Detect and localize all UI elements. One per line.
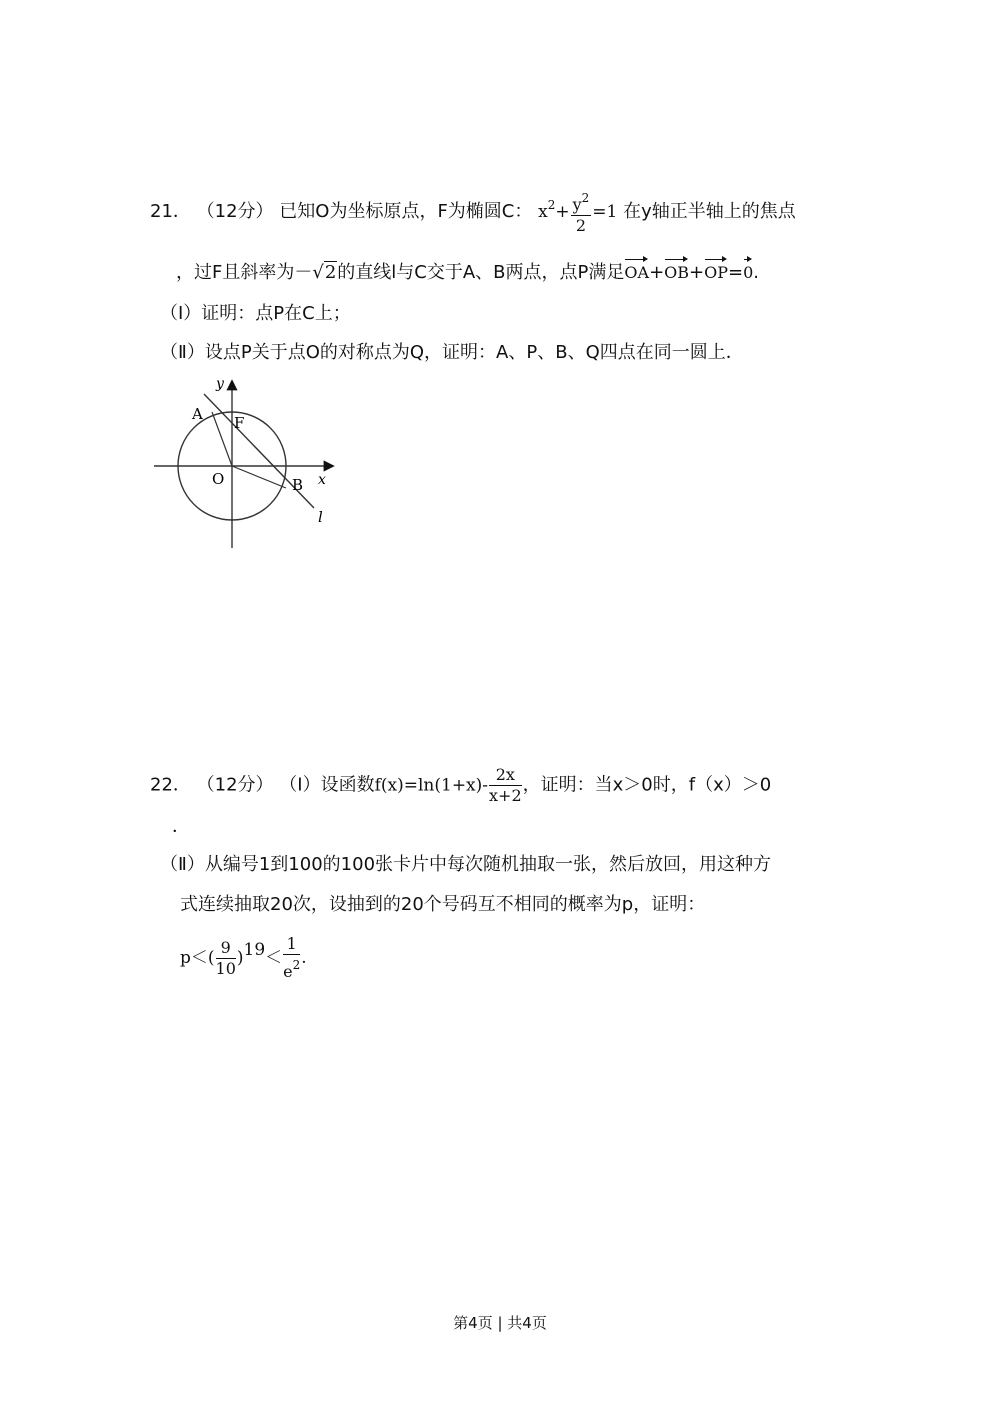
q21-vector-op: OP: [704, 255, 728, 285]
q22-line1: [150, 765, 771, 806]
q22-part2-line1: （Ⅱ）从编号1到100的100张卡片中每次随机抽取一张，然后放回，用这种方: [160, 854, 772, 875]
q21-vector-zero: 0: [743, 255, 753, 285]
q21-figure-label-o: O: [212, 470, 225, 488]
q21-vector-oa: OA: [624, 255, 649, 285]
q21-vector-ob: OB: [664, 255, 689, 285]
q22-function: f(x)=ln(1+x)-: [374, 775, 489, 796]
q21-figure-label-f: F: [234, 414, 245, 432]
q21-text-b: 在y轴正半轴上的焦点: [623, 201, 796, 222]
q21-eq-rhs: =1: [592, 202, 618, 222]
q22-part1-dot: ．: [172, 816, 190, 837]
q21-sqrt: √2: [312, 262, 337, 283]
q22-ineq-fraction-1: $\frac{9}{10}$: [215, 937, 236, 978]
q21-part1: （Ⅰ）证明：点P在C上；: [160, 303, 351, 324]
q21-eq-fraction: $\frac{y^2}{2}$: [571, 188, 592, 236]
q22-score: （12分）: [196, 774, 274, 796]
q22-part2-line2: 式连续抽取20次，设抽到的20个号码互不相同的概率为p，证明：: [180, 894, 706, 915]
q21-figure-label-x: x: [318, 472, 326, 488]
q22-inequality: p＜( $\frac{9}{10}$ )$^{19}$＜ $\frac{1}{e^2}$ .: [180, 934, 307, 981]
q21-number: 21．: [150, 201, 191, 222]
q21-eq-x: $x^2+$: [538, 198, 570, 222]
q21-text-a: 已知O为坐标原点，F为椭圆C：: [279, 201, 533, 222]
q21-line2: ，过F且斜率为－√2的直线l与C交于A、B两点，点P满足OA+OB+OP=0.: [176, 255, 759, 285]
q21-score: （12分）: [196, 201, 274, 222]
q22-part1-a: （Ⅰ）设函数: [279, 774, 375, 796]
q22-ineq-fraction-2: $\frac{1}{e^2}$: [283, 934, 301, 981]
q21-line1: [150, 188, 796, 236]
q21-figure: [150, 372, 350, 557]
q21-part2: （Ⅱ）设点P关于点O的对称点为Q，证明：A、P、B、Q四点在同一圆上．: [160, 342, 744, 363]
q21-line2-b: 的直线l与C交于A、B两点，点P满足: [337, 262, 625, 283]
q22-function-fraction: $\frac{2x}{x+2}$: [489, 765, 522, 805]
q21-figure-label-a: A: [192, 405, 203, 423]
q21-figure-label-b: B: [292, 476, 304, 494]
q22-number: 22．: [150, 774, 191, 796]
q21-figure-label-l: l: [318, 508, 323, 526]
page-footer: 第4页 | 共4页: [453, 1314, 547, 1332]
q21-figure-label-y: y: [216, 376, 224, 392]
q22-part1-b: ，证明：当x＞0时，f（x）＞0: [522, 774, 772, 796]
q21-line2-a: ，过F且斜率为－: [176, 262, 313, 283]
q21-figure-segment-ob: [232, 466, 286, 488]
